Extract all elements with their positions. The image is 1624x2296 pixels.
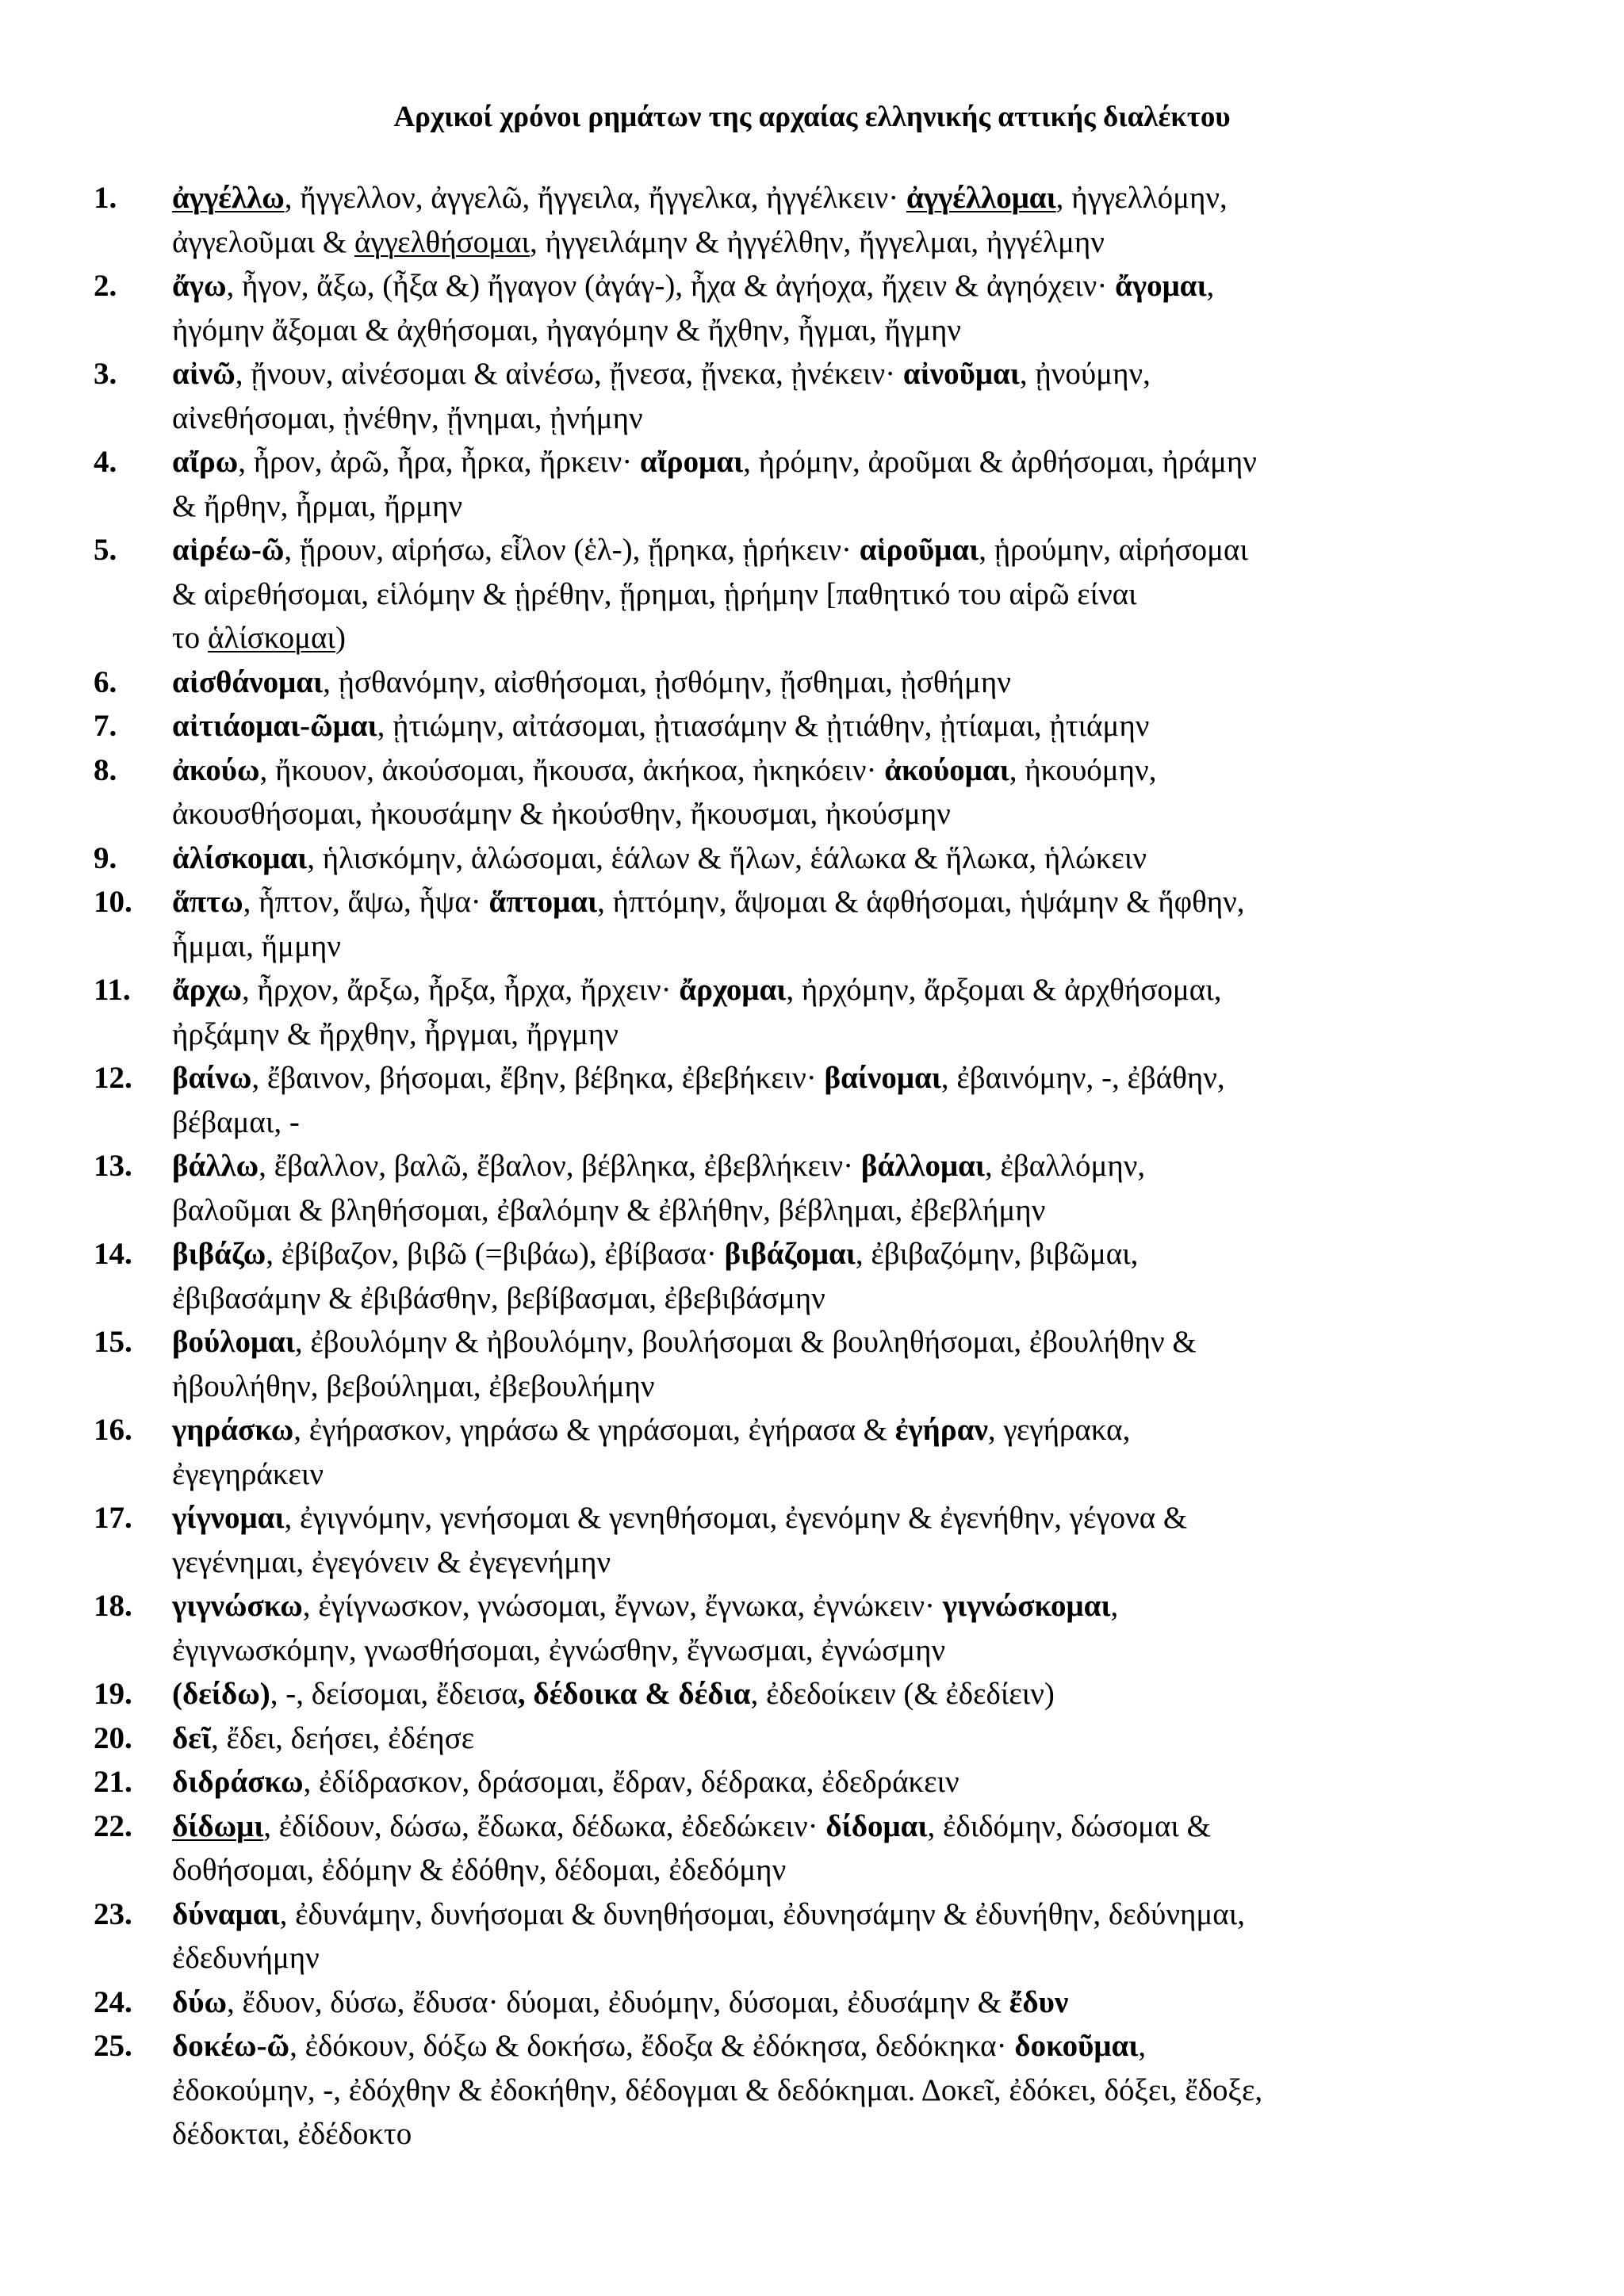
- verb-form-bold: ἀγγέλλομαι: [906, 181, 1056, 215]
- entry-line: [172, 440, 1624, 484]
- entry-line: [172, 220, 1624, 265]
- verb-form-text: , ἤκουον, ἀκούσομαι, ἤκουσα, ἀκήκοα, ἠκηκόειν·: [259, 752, 885, 787]
- verb-form-text: & ἤρθην, ἦρμαι, ἤρμην: [172, 488, 463, 523]
- verb-form-bold: ἐγήραν: [894, 1413, 988, 1447]
- verb-form-text: , ᾑρούμην, αἱρήσομαι: [979, 533, 1248, 567]
- verb-form-bold: , δέδοικα & δέδια: [517, 1677, 751, 1711]
- verb-entry: [0, 1892, 1624, 1980]
- verb-form-text: , ἤγγελλον, ἀγγελῶ, ἤγγειλα, ἤγγελκα, ἠγγέλκειν·: [284, 181, 906, 215]
- verb-form-bold: βαίνομαι: [824, 1061, 941, 1095]
- verb-form-text: ἐδεδυνήμην: [172, 1941, 320, 1975]
- entry-number: 7.: [94, 709, 117, 743]
- entry-number: 20.: [94, 1720, 132, 1755]
- verb-form-text: ,: [1206, 269, 1215, 303]
- entry-line: [172, 660, 1624, 705]
- entry-line: [172, 484, 1624, 529]
- verb-form-text: , ἔδυον, δύσω, ἔδυσα· δύομαι, ἐδυόμην, δύσομαι, ἐδυσάμην &: [227, 1984, 1009, 2019]
- verb-entry: [0, 1144, 1624, 1232]
- verb-form-text: , ἐδιδόμην, δώσομαι &: [927, 1808, 1211, 1843]
- verb-form-text: , ἐγήρασκον, γηράσω & γηράσομαι, ἐγήρασα &: [293, 1413, 895, 1447]
- verb-form-text: βαλοῦμαι & βληθήσομαι, ἐβαλόμην & ἐβλήθην, βέβλημαι, ἐβεβλήμην: [172, 1192, 1046, 1227]
- verb-form-text: ἠβουλήθην, βεβούλημαι, ἐβεβουλήμην: [172, 1368, 655, 1403]
- verb-entry: [0, 440, 1624, 528]
- verb-form-bold: δίδωμι: [172, 1808, 264, 1843]
- page-title: Αρχικοί χρόνοι ρημάτων της αρχαίας ελληνικής αττικής διαλέκτου: [393, 101, 1231, 133]
- verb-form-bold: ἅπτομαι: [488, 885, 598, 919]
- entry-line: [172, 1276, 1624, 1321]
- verb-form-text: , ἡλισκόμην, ἁλώσομαι, ἑάλων & ἥλων, ἑάλωκα & ἥλωκα, ἡλώκειν: [307, 840, 1147, 875]
- verb-form-text: , ἠγγειλάμην & ἠγγέλθην, ἤγγελμαι, ἠγγέλμην: [529, 224, 1105, 259]
- verb-form-bold: δοκέω-ῶ: [172, 2029, 290, 2063]
- verb-form-text: , ἐβαινόμην, -, ἐβάθην,: [940, 1061, 1225, 1095]
- verb-form-text: ἀκουσθήσομαι, ἠκουσάμην & ἠκούσθην, ἤκουσμαι, ἠκούσμην: [172, 797, 951, 831]
- verb-entry: [0, 528, 1624, 660]
- verb-form-text: , ᾐνούμην,: [1019, 357, 1151, 391]
- verb-form-bold: αἰνῶ: [172, 357, 236, 391]
- verb-form-text: ἐβιβασάμην & ἐβιβάσθην, βεβίβασμαι, ἐβεβιβάσμην: [172, 1280, 825, 1315]
- verb-form-bold: αἱροῦμαι: [859, 533, 979, 567]
- verb-form-text: ἀγγελθήσομαι: [354, 224, 530, 259]
- entry-line: [172, 1892, 1624, 1937]
- verb-form-text: , ἠρόμην, ἀροῦμαι & ἀρθήσομαι, ἠράμην: [743, 445, 1257, 479]
- verb-form-text: , ἐδόκουν, δόξω & δοκήσω, ἔδοξα & ἐδόκησα, δεδόκηκα·: [289, 2029, 1015, 2063]
- verb-form-text: ἐγιγνωσκόμην, γνωσθήσομαι, ἐγνώσθην, ἔγνωσμαι, ἐγνώσμην: [172, 1632, 946, 1667]
- verb-form-text: , ἐγίγνωσκον, γνώσομαι, ἔγνων, ἔγνωκα, ἐγνώκειν·: [302, 1589, 943, 1623]
- entry-line: [172, 792, 1624, 836]
- verb-form-text: & αἱρεθήσομαι, εἱλόμην & ᾑρέθην, ᾕρημαι, ᾑρήμην [παθητικό του αἱρῶ είναι: [172, 576, 1137, 611]
- verb-form-bold: ἀγγέλλω: [172, 181, 285, 215]
- verb-form-bold: δοκοῦμαι: [1014, 2029, 1139, 2063]
- entry-line: [172, 264, 1624, 308]
- entry-number: 3.: [94, 357, 117, 391]
- verb-form-text: , ἧπτον, ἅψω, ἧψα·: [243, 885, 489, 919]
- verb-entry: [0, 1232, 1624, 1320]
- verb-form-bold: γίγνομαι: [172, 1501, 285, 1535]
- verb-entry: [0, 880, 1624, 968]
- entry-number: 6.: [94, 664, 117, 699]
- verb-form-text: ): [335, 621, 346, 655]
- entry-line: [172, 704, 1624, 748]
- verb-form-bold: ἄρχομαι: [679, 973, 787, 1007]
- verb-form-bold: γιγνώσκομαι: [942, 1589, 1111, 1623]
- verb-form-text: δοθήσομαι, ἐδόμην & ἐδόθην, δέδομαι, ἐδεδόμην: [172, 1853, 787, 1887]
- entry-number: 22.: [94, 1808, 132, 1843]
- entry-line: [172, 968, 1624, 1012]
- verb-form-text: , ἐβίβαζον, βιβῶ (=βιβάω), ἐβίβασα·: [266, 1237, 725, 1271]
- verb-form-text: ἠρξάμην & ἤρχθην, ἦργμαι, ἤργμην: [172, 1016, 619, 1051]
- verb-form-text: , ἠρχόμην, ἄρξομαι & ἀρχθήσομαι,: [786, 973, 1222, 1007]
- entry-number: 24.: [94, 1984, 132, 2019]
- entry-number: 8.: [94, 752, 117, 787]
- entry-line: [172, 880, 1624, 924]
- verb-form-text: , ᾔνουν, αἰνέσομαι & αἰνέσω, ᾔνεσα, ᾔνεκα, ᾐνέκειν·: [235, 357, 903, 391]
- entry-line: [172, 1848, 1624, 1892]
- verb-entry: [0, 1760, 1624, 1804]
- entry-line: [172, 308, 1624, 353]
- entry-line: [172, 1056, 1624, 1100]
- verb-list: [0, 176, 1624, 2156]
- verb-form-text: , ἦρχον, ἄρξω, ἦρξα, ἦρχα, ἤρχειν·: [242, 973, 680, 1007]
- entry-line: [172, 1936, 1624, 1980]
- entry-number: 10.: [94, 885, 132, 919]
- entry-number: 12.: [94, 1061, 132, 1095]
- entry-number: 19.: [94, 1677, 132, 1711]
- verb-form-text: , ᾐσθανόμην, αἰσθήσομαι, ᾐσθόμην, ᾔσθημαι, ᾐσθήμην: [323, 664, 1011, 699]
- verb-form-text: ,: [1138, 2029, 1147, 2063]
- verb-form-text: , -, δείσομαι, ἔδεισα: [270, 1677, 518, 1711]
- entry-number: 2.: [94, 269, 117, 303]
- verb-entry: [0, 1496, 1624, 1584]
- verb-form-bold: ἄρχω: [172, 973, 243, 1007]
- verb-form-bold: ἅπτω: [172, 885, 243, 919]
- entry-line: [172, 2068, 1624, 2113]
- entry-line: [172, 572, 1624, 617]
- verb-form-bold: δύναμαι: [172, 1896, 280, 1931]
- entry-line: [172, 1364, 1624, 1409]
- verb-entry: [0, 264, 1624, 352]
- verb-form-text: ἁλίσκομαι: [207, 621, 335, 655]
- entry-line: [172, 836, 1624, 881]
- verb-form-bold: αἰσθάνομαι: [172, 664, 324, 699]
- verb-form-text: ἠγόμην ἄξομαι & ἀχθήσομαι, ἠγαγόμην & ἤχθην, ἦγμαι, ἤγμην: [172, 312, 962, 347]
- verb-form-text: το: [172, 621, 208, 655]
- verb-entry: [0, 176, 1624, 264]
- verb-entry: [0, 2024, 1624, 2156]
- entry-line: [172, 616, 1624, 660]
- entry-number: 15.: [94, 1325, 132, 1359]
- verb-form-text: , ᾐτιώμην, αἰτάσομαι, ᾐτιασάμην & ᾐτιάθην, ᾐτίαμαι, ᾐτιάμην: [377, 709, 1150, 743]
- verb-form-bold: ἄγομαι: [1115, 269, 1207, 303]
- verb-form-bold: βαίνω: [172, 1061, 252, 1095]
- entry-number: 13.: [94, 1149, 132, 1183]
- entry-line: [172, 2112, 1624, 2156]
- verb-form-text: ἐγεγηράκειν: [172, 1456, 324, 1491]
- verb-form-text: ἀγγελοῦμαι &: [172, 224, 355, 259]
- verb-form-bold: ἀκούομαι: [884, 752, 1009, 787]
- verb-form-text: , ἔβαινον, βήσομαι, ἔβην, βέβηκα, ἐβεβήκειν·: [251, 1061, 825, 1095]
- verb-form-text: , ἔδει, δεήσει, ἐδέησε: [211, 1720, 475, 1755]
- verb-form-bold: ἄγω: [172, 269, 227, 303]
- verb-form-text: , ἡπτόμην, ἅψομαι & ἁφθήσομαι, ἡψάμην & ἥφθην,: [597, 885, 1245, 919]
- entry-line: [172, 176, 1624, 220]
- verb-form-text: , ἐδυνάμην, δυνήσομαι & δυνηθήσομαι, ἐδυνησάμην & ἐδυνήθην, δεδύνημαι,: [279, 1896, 1245, 1931]
- verb-form-text: , ἐδίδουν, δώσω, ἔδωκα, δέδωκα, ἐδεδώκειν·: [263, 1808, 826, 1843]
- verb-form-text: ,: [1110, 1589, 1119, 1623]
- verb-form-text: δέδοκται, ἐδέδοκτο: [172, 2117, 412, 2151]
- verb-entry: [0, 1584, 1624, 1672]
- verb-form-bold: αἰνοῦμαι: [902, 357, 1020, 391]
- verb-form-text: , ἐδεδοίκειν (& ἐδεδίειν): [750, 1677, 1055, 1711]
- entry-line: [172, 1980, 1624, 2025]
- verb-entry: [0, 1716, 1624, 1761]
- verb-entry: [0, 660, 1624, 705]
- verb-form-text: , ἐβιβαζόμην, βιβῶμαι,: [855, 1237, 1139, 1271]
- verb-form-bold: αἴρω: [172, 445, 239, 479]
- verb-form-bold: ἔδυν: [1009, 1984, 1069, 2019]
- verb-entry: [0, 1320, 1624, 1408]
- verb-form-bold: βάλλομαι: [860, 1149, 985, 1183]
- verb-entry: [0, 1408, 1624, 1496]
- entry-line: [172, 2024, 1624, 2068]
- entry-number: 4.: [94, 445, 117, 479]
- entry-number: 23.: [94, 1896, 132, 1931]
- entry-line: [172, 1804, 1624, 1849]
- verb-form-bold: γηράσκω: [172, 1413, 294, 1447]
- verb-entry: [0, 704, 1624, 748]
- entry-line: [172, 1628, 1624, 1673]
- entry-line: [172, 1188, 1624, 1233]
- verb-entry: [0, 968, 1624, 1056]
- verb-form-bold: ἁλίσκομαι: [172, 840, 308, 875]
- verb-form-text: , ἐβουλόμην & ἠβουλόμην, βουλήσομαι & βουληθήσομαι, ἐβουλήθην &: [294, 1325, 1197, 1359]
- verb-form-bold: δίδομαι: [825, 1808, 928, 1843]
- entry-line: [172, 748, 1624, 793]
- verb-form-bold: δύω: [172, 1984, 227, 2019]
- entry-line: [172, 1452, 1624, 1497]
- verb-form-bold: βούλομαι: [172, 1325, 295, 1359]
- entry-number: 11.: [94, 973, 131, 1007]
- verb-form-text: γεγένημαι, ἐγεγόνειν & ἐγεγενήμην: [172, 1544, 611, 1579]
- verb-form-bold: βιβάζω: [172, 1237, 266, 1271]
- entry-line: [172, 352, 1624, 396]
- verb-form-bold: γιγνώσκω: [172, 1589, 303, 1623]
- verb-form-text: , ἐβαλλόμην,: [984, 1149, 1146, 1183]
- verb-form-text: αἰνεθήσομαι, ᾐνέθην, ᾔνημαι, ᾐνήμην: [172, 400, 643, 435]
- verb-form-text: , ἠκουόμην,: [1009, 752, 1157, 787]
- entry-line: [172, 1100, 1624, 1145]
- verb-form-bold: ἀκούω: [172, 752, 260, 787]
- entry-line: [172, 1540, 1624, 1585]
- entry-line: [172, 1144, 1624, 1188]
- entry-line: [172, 528, 1624, 572]
- verb-form-text: , ἐγιγνόμην, γενήσομαι & γενηθήσομαι, ἐγενόμην & ἐγενήθην, γέγονα &: [284, 1501, 1188, 1535]
- verb-form-bold: διδράσκω: [172, 1765, 304, 1799]
- verb-form-bold: αἰτιάομαι-ῶμαι: [172, 709, 377, 743]
- entry-number: 16.: [94, 1413, 132, 1447]
- verb-form-text: , ᾕρουν, αἱρήσω, εἷλον (ἑλ-), ᾕρηκα, ᾑρήκειν·: [284, 533, 860, 567]
- verb-form-text: , ἦγον, ἄξω, (ἦξα &) ἤγαγον (ἀγάγ-), ἦχα & ἀγήοχα, ἤχειν & ἀγηόχειν·: [226, 269, 1116, 303]
- entry-line: [172, 1716, 1624, 1761]
- verb-entry: [0, 352, 1624, 440]
- verb-form-text: , ἐδίδρασκον, δράσομαι, ἔδραν, δέδρακα, ἐδεδράκειν: [303, 1765, 959, 1799]
- entry-line: [172, 1232, 1624, 1276]
- verb-entry: [0, 1804, 1624, 1892]
- verb-entry: [0, 1672, 1624, 1716]
- entry-number: 9.: [94, 840, 117, 875]
- verb-form-text: , ἦρον, ἀρῶ, ἦρα, ἦρκα, ἤρκειν·: [238, 445, 640, 479]
- entry-number: 1.: [94, 181, 117, 215]
- entry-number: 5.: [94, 533, 117, 567]
- entry-line: [172, 1584, 1624, 1628]
- entry-number: 17.: [94, 1501, 132, 1535]
- verb-form-bold: βάλλω: [172, 1149, 259, 1183]
- entry-number: 14.: [94, 1237, 132, 1271]
- verb-entry: [0, 1980, 1624, 2025]
- entry-line: [172, 1320, 1624, 1364]
- verb-form-bold: (δείδω): [172, 1677, 270, 1711]
- verb-entry: [0, 836, 1624, 881]
- verb-form-bold: βιβάζομαι: [724, 1237, 856, 1271]
- entry-line: [172, 1496, 1624, 1540]
- entry-line: [172, 1760, 1624, 1804]
- verb-entry: [0, 1056, 1624, 1144]
- entry-line: [172, 1672, 1624, 1716]
- verb-form-text: , γεγήρακα,: [987, 1413, 1131, 1447]
- verb-form-text: , ἠγγελλόμην,: [1055, 181, 1228, 215]
- entry-line: [172, 396, 1624, 441]
- verb-form-text: ἐδοκούμην, -, ἐδόχθην & ἐδοκήθην, δέδογμαι & δεδόκημαι. Δοκεῖ, ἐδόκει, δόξει, ἔδοξε,: [172, 2072, 1263, 2107]
- verb-form-bold: δεῖ: [172, 1720, 211, 1755]
- entry-number: 18.: [94, 1589, 132, 1623]
- entry-number: 21.: [94, 1765, 132, 1799]
- entry-line: [172, 1408, 1624, 1452]
- verb-form-text: , ἔβαλλον, βαλῶ, ἔβαλον, βέβληκα, ἐβεβλήκειν·: [259, 1149, 861, 1183]
- entry-line: [172, 924, 1624, 969]
- entry-line: [172, 1012, 1624, 1057]
- verb-form-text: βέβαμαι, -: [172, 1104, 300, 1139]
- verb-form-bold: αἱρέω-ῶ: [172, 533, 285, 567]
- entry-number: 25.: [94, 2029, 132, 2063]
- verb-entry: [0, 748, 1624, 836]
- verb-form-text: ἧμμαι, ἥμμην: [172, 928, 341, 963]
- verb-form-bold: αἴρομαι: [639, 445, 744, 479]
